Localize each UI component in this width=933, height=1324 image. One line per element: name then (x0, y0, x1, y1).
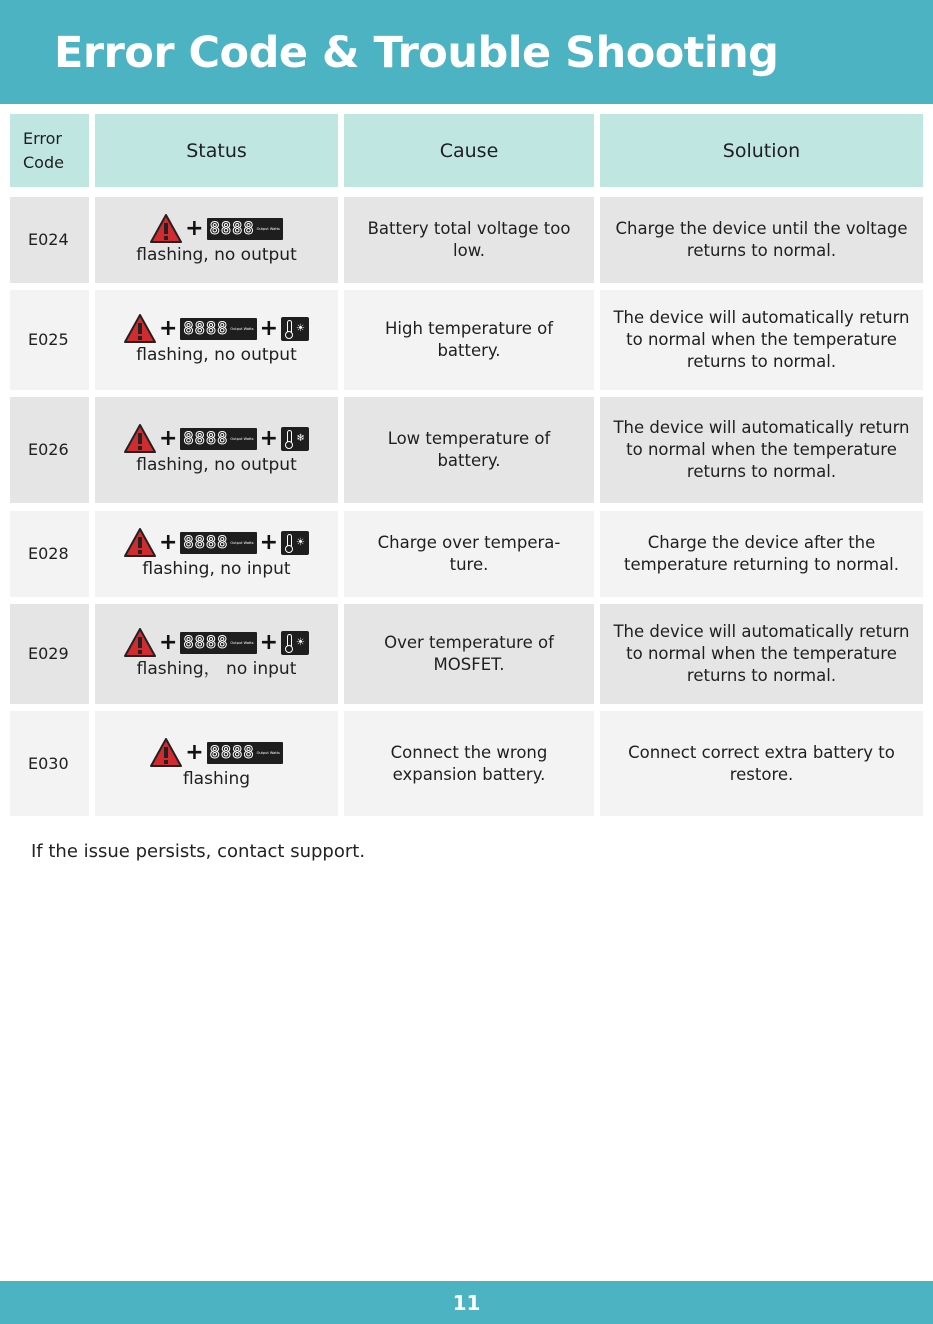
cause-text: Connect the wrong expansion battery. (390, 742, 548, 784)
thermo-symbol: ☀ (296, 537, 306, 548)
status-text: flashing， no input (136, 659, 297, 679)
plus-sign: + (185, 216, 204, 241)
thermo-symbol: ❄ (296, 433, 305, 444)
cause-text: Low temperature of battery. (387, 429, 551, 470)
plus-sign: + (185, 739, 204, 765)
cell-solution (600, 711, 923, 816)
cell-cause (344, 711, 594, 816)
status-icons (124, 528, 309, 558)
status-indicator (136, 214, 297, 266)
status-text: flashing, no output (136, 345, 297, 365)
display-icon (180, 532, 256, 554)
plus-sign: + (158, 530, 178, 555)
plus-sign: + (259, 316, 279, 341)
cell-solution (600, 397, 923, 503)
display-digits: 8888 (183, 429, 229, 449)
thermometer-sun-icon (281, 531, 309, 555)
display-digits: 8888 (183, 319, 229, 339)
plus-sign: + (158, 630, 178, 655)
code-text: E029 (28, 644, 69, 663)
status-icons (150, 738, 283, 768)
solution-text: The device will automatically return to normal when the temperature returns to normal. (613, 308, 910, 371)
display-icon (207, 742, 283, 764)
code-text: E026 (28, 440, 69, 459)
status-indicator (150, 738, 283, 790)
display-digits: 8888 (183, 633, 229, 653)
cause-text: Over temperature of MOSFET. (384, 633, 554, 674)
page-number: 11 (452, 1290, 481, 1315)
warning-icon (150, 214, 182, 244)
cell-solution (600, 197, 923, 283)
display-icon (180, 318, 256, 340)
display-icon (207, 218, 283, 240)
code-text: E025 (28, 330, 69, 349)
display-digits: 8888 (183, 533, 229, 553)
cell-code (10, 290, 89, 390)
solution-text: The device will automatically return to normal when the temperature returns to normal. (613, 418, 910, 481)
status-indicator (124, 528, 309, 580)
code-text: E028 (28, 544, 69, 563)
display-label: Output Watts (230, 437, 254, 441)
code-text: E024 (28, 230, 69, 249)
status-indicator (124, 314, 309, 366)
warning-icon (124, 424, 156, 454)
thermometer-snow-icon (281, 427, 309, 451)
cell-status (95, 197, 338, 283)
display-icon (180, 428, 256, 450)
code-text: E030 (28, 753, 69, 773)
status-text: flashing, no output (136, 455, 297, 475)
cell-cause (344, 604, 594, 704)
status-text: flashing (182, 768, 251, 789)
display-label: Output Watts (230, 541, 254, 545)
warning-icon (124, 314, 156, 344)
cell-status (95, 511, 338, 597)
thermometer-sun-icon (281, 631, 309, 655)
cell-solution (600, 511, 923, 597)
thermo-symbol: ☀ (296, 637, 306, 648)
cause-text: Battery total voltage too low. (367, 219, 571, 260)
cell-cause (344, 290, 594, 390)
header-error-code: Error Code (10, 114, 89, 187)
cell-cause (344, 397, 594, 503)
cause-text: High temperature of battery. (384, 319, 554, 360)
page-header (0, 0, 933, 104)
solution-text: Charge the device until the voltage returns to normal. (615, 219, 908, 260)
cell-code (10, 397, 89, 503)
status-icons (124, 424, 309, 454)
plus-sign: + (259, 426, 279, 451)
cell-status (95, 711, 338, 816)
solution-text: Charge the device after the temperature returning to normal. (623, 533, 900, 574)
footnote: If the issue persists, contact support. (31, 841, 366, 862)
status-icons (124, 314, 309, 344)
cell-status (95, 397, 338, 503)
display-digits: 8888 (209, 742, 255, 763)
cell-status (95, 604, 338, 704)
warning-icon (124, 628, 156, 658)
cell-code (10, 604, 89, 704)
display-label: Output Watts (230, 327, 254, 331)
display-digits: 8888 (209, 219, 255, 239)
status-indicator (124, 628, 309, 680)
solution-text: The device will automatically return to normal when the temperature returns to normal. (613, 622, 910, 685)
display-label: Output Watts (256, 227, 280, 231)
warning-icon (124, 528, 156, 558)
status-indicator (124, 424, 309, 476)
status-icons (124, 628, 309, 658)
display-label: Output Watts (230, 641, 254, 645)
status-text: flashing, no output (136, 245, 297, 265)
header-status: Status (95, 114, 338, 187)
cell-cause (344, 197, 594, 283)
plus-sign: + (259, 530, 279, 555)
header-solution: Solution (600, 114, 923, 187)
warning-icon (150, 738, 182, 768)
cell-code (10, 197, 89, 283)
cell-solution (600, 290, 923, 390)
page-footer (0, 1281, 933, 1324)
cell-code (10, 511, 89, 597)
thermometer-sun-icon (281, 317, 309, 341)
solution-text: Connect correct extra battery to restore. (628, 742, 895, 784)
cell-cause (344, 511, 594, 597)
plus-sign: + (259, 630, 279, 655)
header-cause: Cause (344, 114, 594, 187)
thermo-symbol: ☀ (296, 323, 306, 334)
cause-text: Charge over tempera- ture. (377, 533, 561, 574)
status-text: flashing, no input (142, 559, 291, 579)
plus-sign: + (158, 426, 178, 451)
display-icon (180, 632, 256, 654)
plus-sign: + (158, 316, 178, 341)
status-icons (150, 214, 283, 244)
cell-solution (600, 604, 923, 704)
page-title: Error Code & Trouble Shooting (54, 28, 779, 78)
cell-code (10, 711, 89, 816)
cell-status (95, 290, 338, 390)
display-label: Output Watts (256, 750, 280, 755)
